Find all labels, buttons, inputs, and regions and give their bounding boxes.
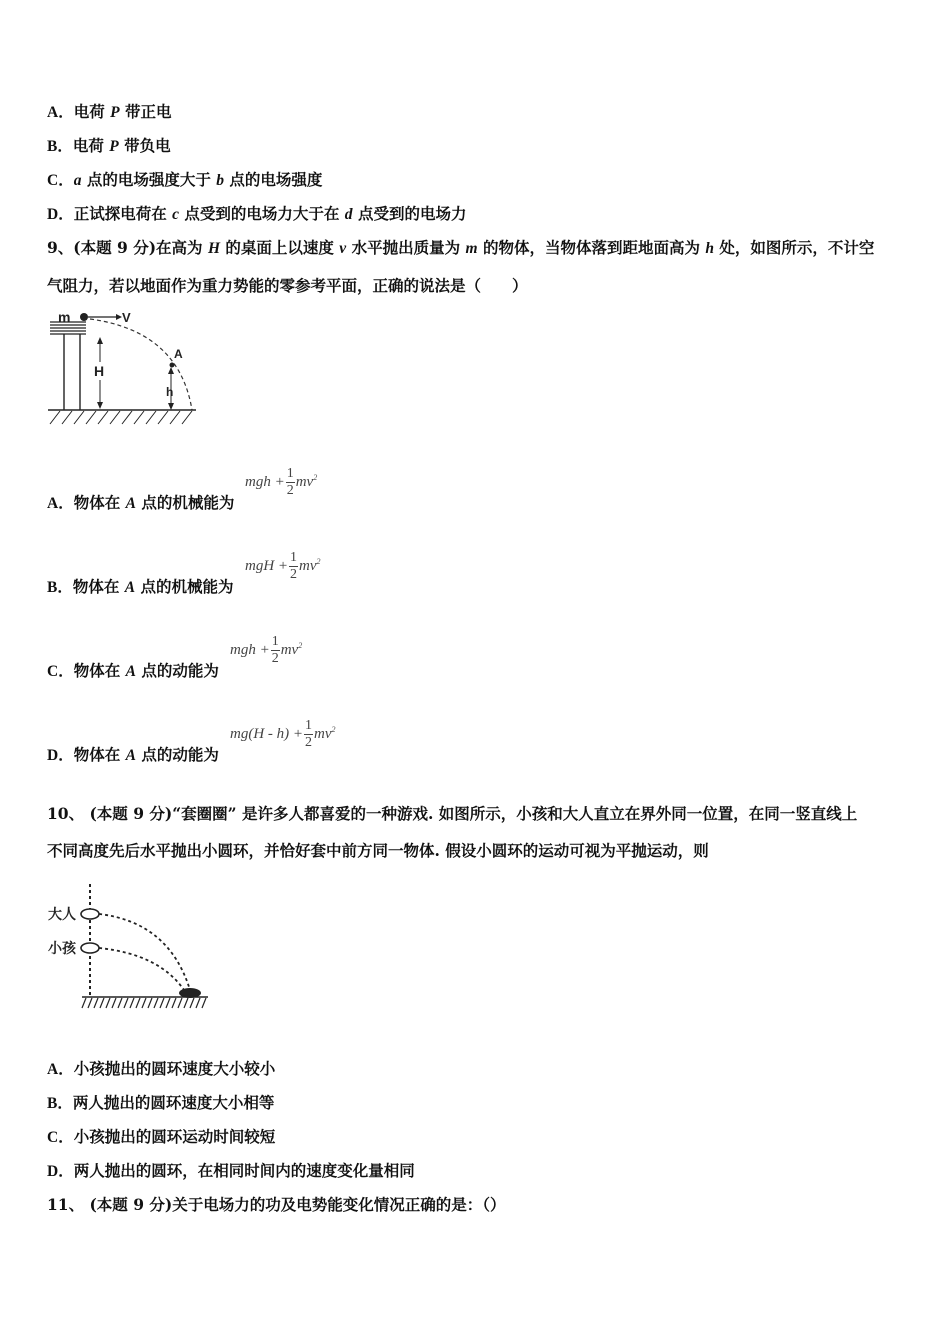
q9-option-d: D．物体在 A 点的动能为	[47, 745, 219, 764]
q9-option-b-formula: mgH + $\frac{1}{2}$ $mv^2$	[245, 550, 321, 582]
q8-option-b: B．电荷 P 带负电	[47, 136, 171, 155]
height-h-label: h	[166, 385, 174, 399]
q9-option-a: A．物体在 A 点的机械能为	[47, 493, 235, 512]
q9-option-d-formula: mg(H - h) + $\frac{1}{2}$ $mv^2$	[230, 718, 336, 750]
q9-stem-line1: 9、(本题 9 分)在高为 H 的桌面上以速度 v 水平抛出质量为 m 的物体，当物体落到距地面高为 h 处，如图所示，不计空	[47, 238, 875, 257]
child-trajectory	[99, 948, 184, 990]
q9-figure	[44, 306, 204, 432]
q8-option-c: C．a 点的电场强度大于 b 点的电场强度	[47, 170, 323, 189]
q8-option-d: D．正试探电荷在 c 点受到的电场力大于在 d 点受到的电场力	[47, 204, 467, 223]
ground-hatch	[50, 411, 192, 424]
child-ring	[81, 943, 99, 953]
velocity-label: V	[122, 310, 131, 325]
q10-figure	[44, 882, 214, 1018]
q9-option-c: C．物体在 A 点的动能为	[47, 661, 219, 680]
point-A	[170, 363, 175, 368]
adult-label: 大人	[48, 906, 76, 922]
q9-stem-line2: 气阻力，若以地面作为重力势能的零参考平面，正确的说法是（ ）	[47, 276, 528, 295]
q9-option-b: B．物体在 A 点的机械能为	[47, 577, 234, 596]
q11-stem-line1: 11、 (本题 9 分)关于电场力的功及电势能变化情况正确的是：（）	[47, 1195, 506, 1214]
point-A-label: A	[174, 347, 183, 361]
q8-option-a: A．电荷 P 带正电	[47, 102, 172, 121]
q10-stem-line1: 10、 (本题 9 分)“套圈圈” 是许多人都喜爱的一种游戏. 如图所示，小孩和大人直立在界外同一位置，在同一竖直线上	[47, 804, 858, 823]
q10-option-b: B．两人抛出的圆环速度大小相等	[47, 1093, 275, 1112]
q10-option-c: C．小孩抛出的圆环运动时间较短	[47, 1127, 276, 1146]
adult-ring	[81, 909, 99, 919]
q9-option-c-formula: mgh + $\frac{1}{2}$ $mv^2$	[230, 634, 303, 666]
mass-label: m	[58, 309, 71, 325]
q10-option-d: D．两人抛出的圆环，在相同时间内的速度变化量相同	[47, 1161, 415, 1180]
q10-option-a: A．小孩抛出的圆环速度大小较小	[47, 1059, 276, 1078]
adult-trajectory	[99, 914, 190, 990]
q10-stem-line2: 不同高度先后水平抛出小圆环，并恰好套中前方同一物体. 假设小圆环的运动可视为平抛运动，则	[47, 841, 709, 860]
table-legs	[64, 334, 80, 410]
ball	[80, 313, 88, 321]
q9-option-a-formula: mgh + $\frac{1}{2}$ $mv^2$	[245, 466, 318, 498]
ground-hatch	[82, 998, 206, 1008]
child-label: 小孩	[48, 940, 76, 956]
height-H-label: H	[94, 363, 105, 379]
